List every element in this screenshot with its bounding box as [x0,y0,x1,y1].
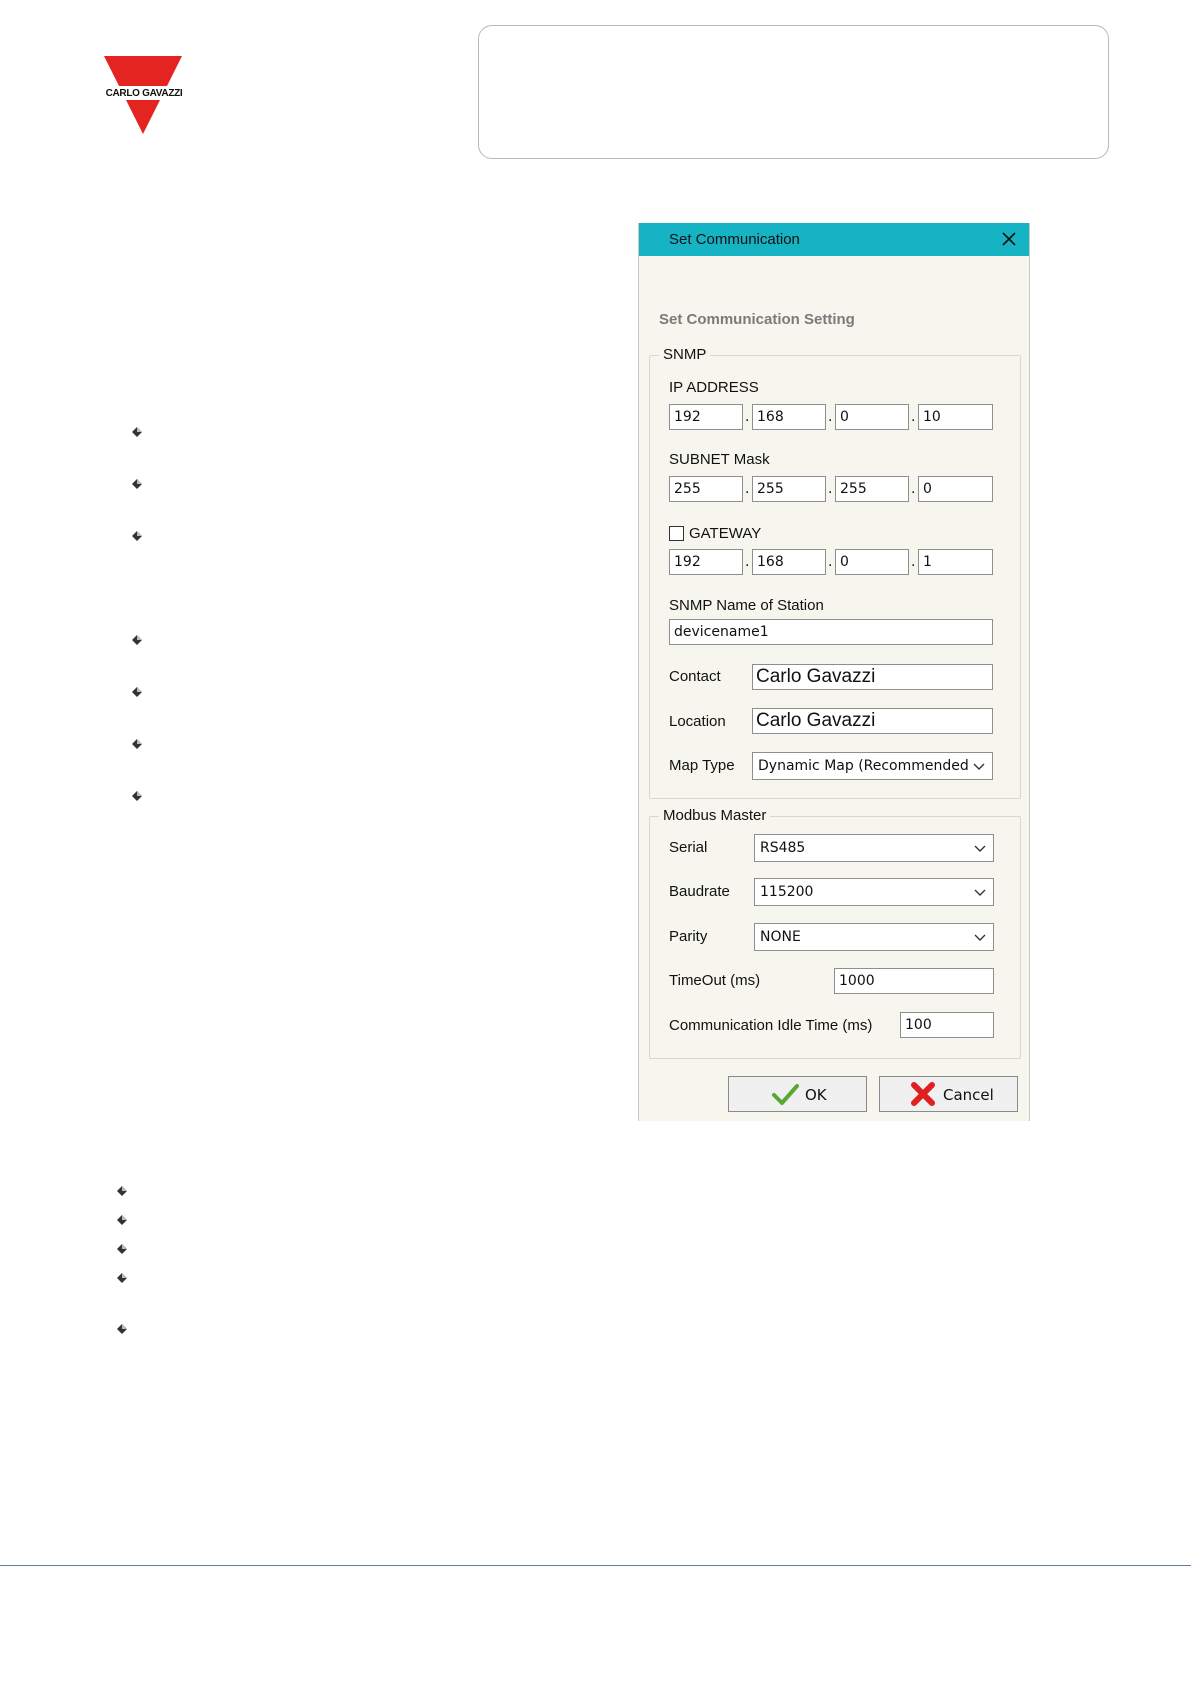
cancel-label: Cancel [943,1086,994,1104]
gateway-octet-3[interactable]: 0 [835,549,909,575]
cancel-button[interactable] [879,1076,1018,1112]
ip-address-label: IP ADDRESS [669,379,759,396]
dialog-titlebar [639,223,1029,256]
subnet-mask-label: SUBNET Mask [669,451,770,468]
snmp-legend: SNMP [659,346,710,363]
header-box [478,25,1109,159]
subnet-octet-4[interactable]: 0 [918,476,993,502]
dialog-subtitle: Set Communication Setting [659,311,855,328]
location-input[interactable]: Carlo Gavazzi [752,708,993,734]
subnet-dot: . [828,481,833,497]
checkmark-icon [771,1083,799,1107]
idle-time-label: Communication Idle Time (ms) [669,1017,873,1034]
ip-octet-2[interactable]: 168 [752,404,826,430]
contact-input[interactable]: Carlo Gavazzi [752,664,993,690]
snmp-station-input[interactable]: devicename1 [669,619,993,645]
chevron-down-icon [973,761,985,771]
bullet-icon [117,1244,127,1254]
ip-dot: . [911,409,916,425]
timeout-input[interactable]: 1000 [834,968,994,994]
dialog-title: Set Communication [669,231,800,248]
baudrate-select[interactable] [754,878,994,906]
bullet-icon [132,479,142,489]
snmp-station-label: SNMP Name of Station [669,597,824,614]
gateway-dot: . [911,554,916,570]
subnet-octet-3[interactable]: 255 [835,476,909,502]
gateway-dot: . [828,554,833,570]
bullet-icon [132,427,142,437]
contact-label: Contact [669,668,721,685]
ok-label: OK [805,1086,827,1104]
gateway-octet-2[interactable]: 168 [752,549,826,575]
bullet-icon [117,1273,127,1283]
cancel-x-icon [910,1081,936,1107]
bullet-icon [117,1215,127,1225]
gateway-octet-4[interactable]: 1 [918,549,993,575]
subnet-octet-1[interactable]: 255 [669,476,743,502]
ip-octet-1[interactable]: 192 [669,404,743,430]
subnet-dot: . [911,481,916,497]
bullet-icon [132,635,142,645]
bullet-icon [117,1186,127,1196]
close-icon[interactable] [997,227,1021,251]
bullet-icon [132,739,142,749]
parity-select[interactable] [754,923,994,951]
bullet-icon [132,791,142,801]
serial-select[interactable] [754,834,994,862]
baudrate-value: 115200 [760,884,814,900]
footer-divider [0,1565,1191,1566]
chevron-down-icon [974,843,986,853]
parity-value: NONE [760,929,801,945]
location-label: Location [669,713,726,730]
parity-label: Parity [669,928,708,945]
gateway-label: GATEWAY [689,525,762,542]
ip-octet-4[interactable]: 10 [918,404,993,430]
ip-octet-3[interactable]: 0 [835,404,909,430]
map-type-value: Dynamic Map (Recommended [758,758,969,774]
bullet-icon [132,531,142,541]
subnet-dot: . [745,481,750,497]
idle-time-input[interactable]: 100 [900,1012,994,1038]
logo-text: CARLO GAVAZZI [105,88,183,99]
baudrate-label: Baudrate [669,883,730,900]
modbus-legend: Modbus Master [659,807,770,824]
map-type-select[interactable] [752,752,993,780]
map-type-label: Map Type [669,757,735,774]
bullet-icon [117,1324,127,1334]
gateway-dot: . [745,554,750,570]
chevron-down-icon [974,932,986,942]
chevron-down-icon [974,887,986,897]
serial-value: RS485 [760,840,806,856]
serial-label: Serial [669,839,708,856]
set-communication-dialog [638,223,1030,1121]
ip-dot: . [745,409,750,425]
bullet-icon [132,687,142,697]
gateway-checkbox[interactable] [669,526,684,541]
gateway-octet-1[interactable]: 192 [669,549,743,575]
ok-button[interactable] [728,1076,867,1112]
ip-dot: . [828,409,833,425]
subnet-octet-2[interactable]: 255 [752,476,826,502]
timeout-label: TimeOut (ms) [669,972,761,989]
